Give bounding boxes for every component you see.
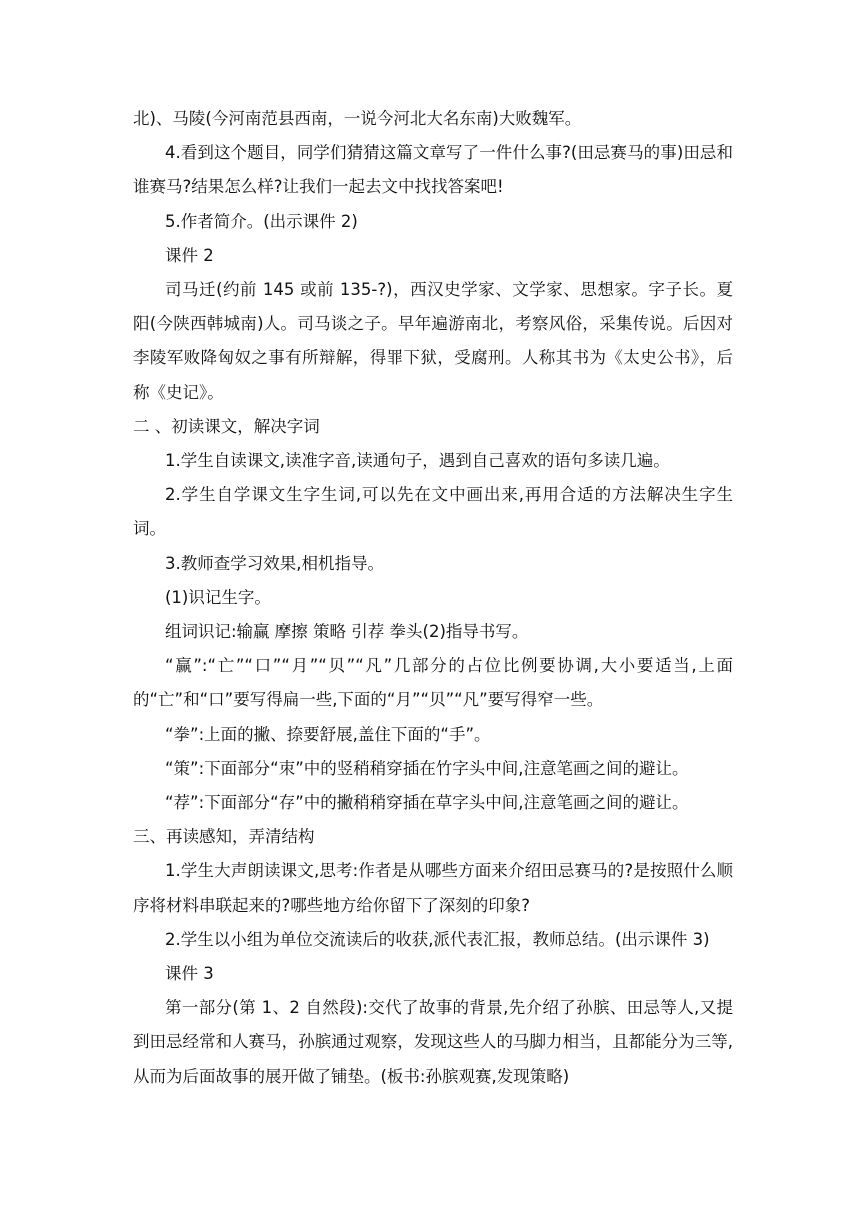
paragraph: “荐”:下面部分“存”中的撇稍稍穿插在草字头中间,注意笔画之间的避让。 bbox=[165, 793, 689, 813]
paragraph: 2.学生以小组为单位交流读后的收获,派代表汇报，教师总结。(出示课件 3) bbox=[165, 929, 710, 949]
paragraph: “策”:下面部分“朿”中的竖稍稍穿插在竹字头中间,注意笔画之间的避让。 bbox=[165, 758, 689, 778]
paragraph: 5.作者简介。(出示课件 2) bbox=[165, 211, 358, 231]
paragraph: 北)、马陵(今河南范县西南，一说今河北大名东南)大败魏军。 bbox=[133, 109, 582, 128]
section-heading: 二 、初读课文，解决字词 bbox=[133, 416, 320, 436]
paragraph: 4.看到这个题目，同学们猜猜这篇文章写了一件什么事?(田忌赛马的事)田忌和谁赛马?结果怎么样?让我们一起去文中找找答案吧! bbox=[133, 143, 733, 197]
document-body bbox=[133, 102, 733, 1094]
paragraph: “拳”:上面的撇、捺要舒展,盖住下面的“手”。 bbox=[165, 724, 491, 744]
paragraph: 组词识记:输赢 摩擦 策略 引荐 拳头(2)指导书写。 bbox=[165, 622, 529, 642]
paragraph: 3.教师查学习效果,相机指导。 bbox=[165, 553, 384, 573]
paragraph: 课件 3 bbox=[165, 964, 214, 984]
paragraph: 司马迁(约前 145 或前 135-?)，西汉史学家、文学家、思想家。字子长。夏阳(今陕西韩城南)人。司马谈之子。早年遍游南北，考察风俗，采集传说。后因对李陵军败降匈奴之事有所辩解，得罪下狱，受腐刑。人称其书为《太史公书》，后称《史记》。 bbox=[133, 280, 733, 402]
paragraph: 1.学生大声朗读课文,思考:作者是从哪些方面来介绍田忌赛马的?是按照什么顺序将材料串联起来的?哪些地方给你留下了深刻的印象? bbox=[133, 861, 733, 915]
paragraph: (1)识记生字。 bbox=[165, 587, 271, 607]
paragraph: 第一部分(第 1、2 自然段):交代了故事的背景,先介绍了孙膑、田忌等人,又提到田忌经常和人赛马，孙膑通过观察，发现这些人的马脚力相当，且都能分为三等,从而为后面故事的展开做了铺垫。(板书:孙膑观赛,发现策略) bbox=[133, 998, 733, 1086]
paragraph: 课件 2 bbox=[165, 245, 214, 265]
section-heading: 三、再读感知，弄清结构 bbox=[133, 827, 315, 847]
paragraph: 2.学生自学课文生字生词,可以先在文中画出来,再用合适的方法解决生字生词。 bbox=[133, 485, 733, 539]
paragraph: “赢”:“亡”“口”“月”“贝”“凡”几部分的占位比例要协调,大小要适当,上面的“亡”和“口”要写得扁一些,下面的“月”“贝”“凡”要写得窄一些。 bbox=[133, 656, 733, 710]
paragraph: 1.学生自读课文,读准字音,读通句子，遇到自己喜欢的语句多读几遍。 bbox=[165, 451, 670, 471]
